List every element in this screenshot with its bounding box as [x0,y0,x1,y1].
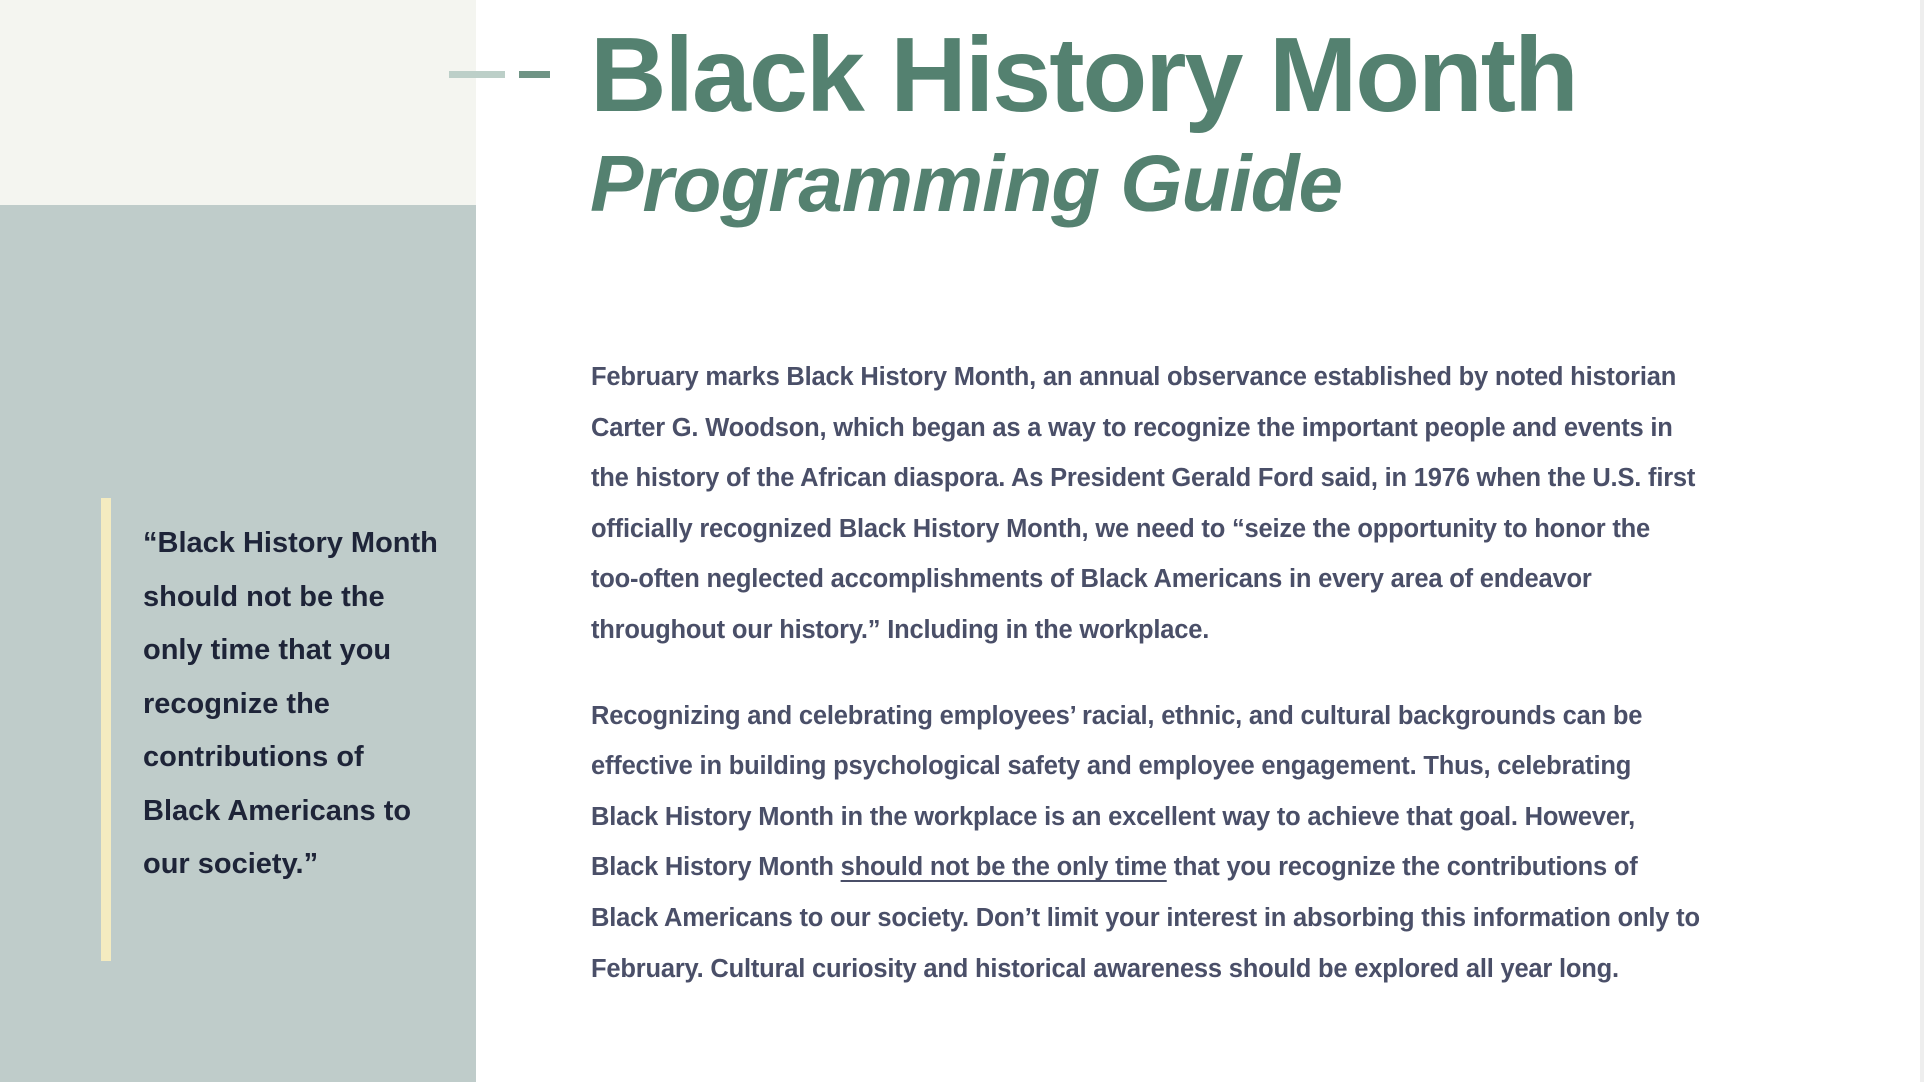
page-title [590,16,1577,228]
top-left-panel [0,0,476,205]
pull-quote: “Black History Month should not be the only time that you recognize the contributions of Black Americans to our society.” [143,527,438,880]
underlined-emphasis: should not be the only time [840,853,1167,882]
article-body [591,352,1701,1029]
right-edge-border [1920,0,1924,1082]
decorative-dash-light [449,71,505,78]
title-subtitle: Programming Guide [590,139,1342,228]
paragraph-intro: February marks Black History Month, an annual observance established by noted historian Carter G. Woodson, which began as a way to recognize the important people and events in the history of the African diaspora. As President Gerald Ford said, in 1976 when the U.S. first officially recognized Black History Month, we need to “seize the opportunity to honor the too-often neglected accomplishments of Black Americans in every area of endeavor throughout our history.” Including in the workplace. [591,363,1696,644]
pull-quote-bar [101,498,111,961]
paragraph-workplace [591,691,1701,995]
paragraph-text: that you recognize the contributions of Black Americans to our society. Don’t limit your interest in absorbing this information only to February. Cultural curiosity and historical awareness should be explored all year long. [591,853,1700,983]
title-main: Black History Month [590,16,1577,134]
decorative-dash-dark [519,71,550,78]
paragraph-text: Recognizing and celebrating employees’ racial, ethnic, and cultural backgrounds can be effective in building psychological safety and employee engagement. Thus, celebrating Black History Month in the workplace is an excellent way to achieve that goal. However, Black History Month [591,701,1643,882]
